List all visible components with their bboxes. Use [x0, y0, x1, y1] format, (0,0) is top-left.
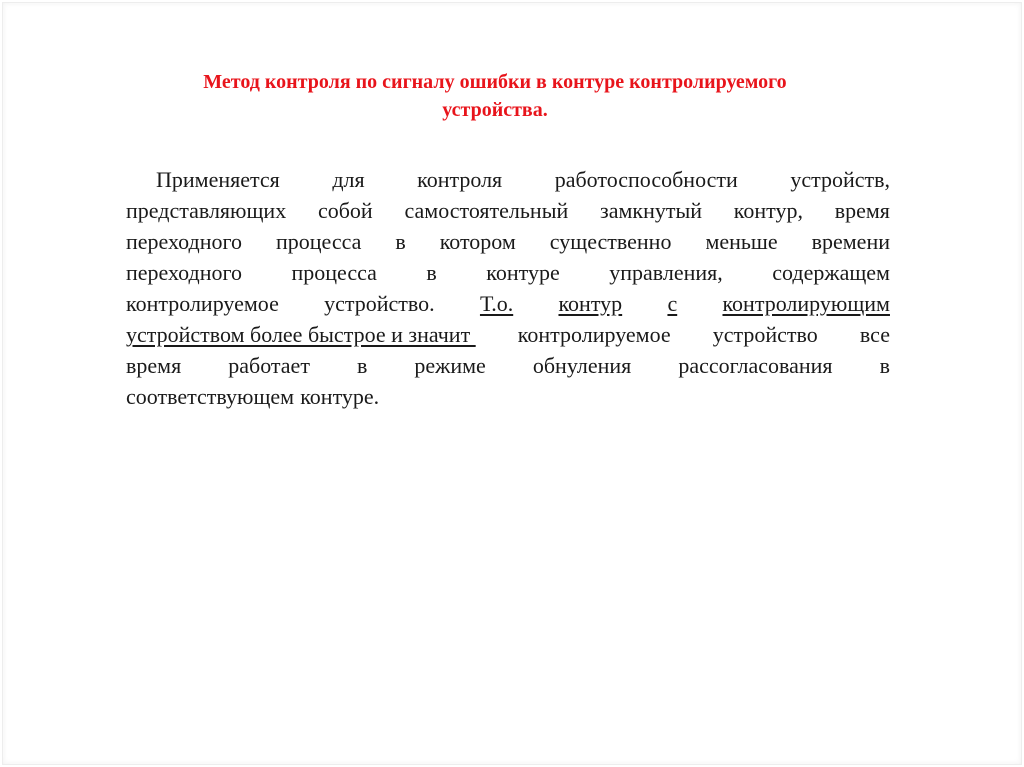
- word: соответствующем: [126, 384, 295, 409]
- word: устройств,: [790, 167, 890, 192]
- word: контуре: [486, 260, 560, 285]
- paragraph-line-1: [126, 164, 890, 195]
- word: контуре.: [300, 384, 380, 409]
- word: переходного: [126, 260, 242, 285]
- paragraph-line-4: [126, 257, 890, 288]
- word: работоспособности: [554, 167, 738, 192]
- underlined-word: контур: [558, 291, 623, 316]
- word: в: [426, 260, 437, 285]
- word: содержащем: [772, 260, 890, 285]
- word: устройство: [712, 322, 818, 347]
- word: собой: [317, 198, 373, 223]
- word: котором: [439, 229, 516, 254]
- word: в: [395, 229, 406, 254]
- word: обнуления: [532, 353, 632, 378]
- word: процесса: [275, 229, 362, 254]
- word: контроля: [417, 167, 503, 192]
- word: контур,: [733, 198, 803, 223]
- word: переходного: [126, 229, 242, 254]
- paragraph-line-6: [126, 319, 890, 350]
- underlined-word: Т.о.: [479, 291, 514, 316]
- paragraph-line-7: [126, 350, 890, 381]
- slide-title: [100, 68, 890, 124]
- word: существенно: [549, 229, 672, 254]
- word: времени: [811, 229, 890, 254]
- title-line-2: устройства.: [442, 99, 548, 121]
- body-paragraph: [126, 164, 890, 412]
- word: рассогласования: [678, 353, 833, 378]
- paragraph-line-5: [126, 288, 890, 319]
- word: Применяется: [156, 167, 280, 192]
- title-line-1: Метод контроля по сигналу ошибки в контуре контролируемого: [203, 71, 787, 93]
- word: время: [126, 353, 182, 378]
- paragraph-line-8: [126, 381, 890, 412]
- underlined-word: контролирующим: [722, 291, 890, 316]
- word: замкнутый: [600, 198, 703, 223]
- word: контролируемое: [126, 291, 279, 316]
- word: для: [332, 167, 365, 192]
- word: представляющих: [126, 198, 287, 223]
- word: в: [879, 353, 890, 378]
- paragraph-line-3: [126, 226, 890, 257]
- word: меньше: [705, 229, 778, 254]
- underlined-word: с: [667, 291, 678, 316]
- underlined-phrase: устройством более быстрое и значит: [126, 322, 476, 347]
- word: в: [356, 353, 368, 378]
- word: управления,: [609, 260, 723, 285]
- word: контролируемое: [517, 322, 671, 347]
- word: время: [834, 198, 890, 223]
- word: самостоятельный: [404, 198, 569, 223]
- paragraph-line-2: [126, 195, 890, 226]
- word: процесса: [291, 260, 377, 285]
- word: устройство.: [324, 291, 435, 316]
- word: все: [859, 322, 890, 347]
- word: режиме: [414, 353, 486, 378]
- word: работает: [228, 353, 310, 378]
